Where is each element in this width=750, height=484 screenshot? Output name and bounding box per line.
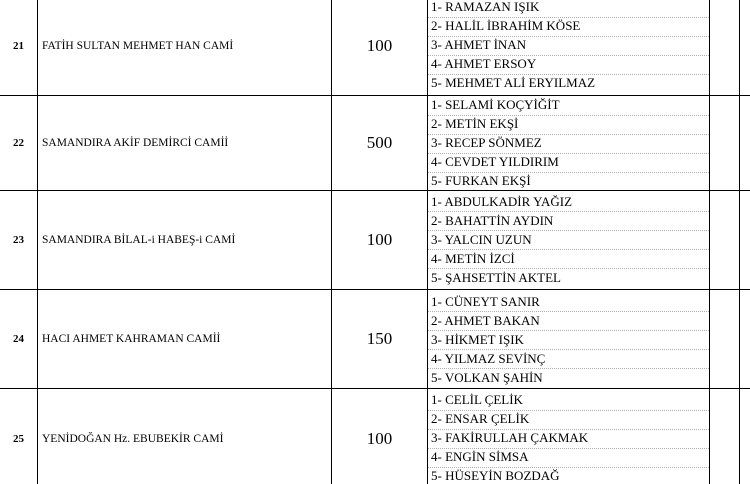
row-number: 22: [0, 96, 38, 190]
staff-list: [428, 96, 710, 190]
staff-list: [428, 0, 710, 95]
staff-name: 5- VOLKAN ŞAHİN: [431, 370, 543, 385]
row-number: 21: [0, 0, 38, 95]
row-number: 23: [0, 191, 38, 289]
staff-name: 2- ENSAR ÇELİK: [431, 411, 530, 426]
staff-list: [428, 290, 710, 388]
mosque-name: SAMANDIRA BİLAL-i HABEŞ-i CAMİ: [38, 191, 332, 289]
row-number: 24: [0, 290, 38, 388]
staff-name: 3- RECEP SÖNMEZ: [431, 135, 542, 150]
staff-name: 1- CELİL ÇELİK: [431, 392, 523, 407]
staff-name: 2- HALİL İBRAHİM KÖSE: [431, 18, 581, 33]
staff-name: 2- AHMET BAKAN: [431, 313, 540, 328]
mosque-name: FATİH SULTAN MEHMET HAN CAMİ: [38, 0, 332, 95]
empty-cell: [710, 96, 740, 190]
capacity-value: 100: [332, 0, 428, 95]
empty-cell: [740, 290, 750, 388]
staff-name: 4- CEVDET YILDIRIM: [431, 154, 559, 169]
staff-name: 5- FURKAN EKŞİ: [431, 173, 531, 188]
staff-name: 1- SELAMİ KOÇYİĞİT: [431, 97, 560, 112]
capacity-value: 100: [332, 191, 428, 289]
table-row: [0, 389, 750, 484]
staff-name: 5- MEHMET ALİ ERYILMAZ: [431, 75, 596, 90]
empty-cell: [710, 290, 740, 388]
table-row: [0, 0, 750, 96]
empty-cell: [740, 191, 750, 289]
empty-cell: [710, 389, 740, 484]
empty-cell: [740, 389, 750, 484]
staff-name: 1- RAMAZAN IŞIK: [431, 0, 540, 14]
staff-name: 4- AHMET ERSOY: [431, 56, 537, 71]
staff-name: 2- METİN EKŞİ: [431, 116, 519, 131]
capacity-value: 150: [332, 290, 428, 388]
mosque-name: YENİDOĞAN Hz. EBUBEKİR CAMİ: [38, 389, 332, 484]
capacity-value: 500: [332, 96, 428, 190]
staff-name: 5- ŞAHSETTİN AKTEL: [431, 270, 561, 285]
staff-name: 2- BAHATTİN AYDIN: [431, 213, 554, 228]
empty-cell: [740, 0, 750, 95]
table-row: [0, 96, 750, 191]
staff-list: [428, 191, 710, 289]
staff-name: 5- HÜSEYİN BOZDAĞ: [431, 468, 560, 483]
mosque-name: HACI AHMET KAHRAMAN CAMİİ: [38, 290, 332, 388]
staff-name: 1- CÜNEYT SANIR: [431, 294, 540, 309]
capacity-value: 100: [332, 389, 428, 484]
staff-name: 4- ENGİN SİMSA: [431, 449, 529, 464]
staff-name: 4- METİN İZCİ: [431, 251, 515, 266]
empty-cell: [710, 0, 740, 95]
table-row: [0, 290, 750, 389]
staff-list: [428, 389, 710, 484]
row-number: 25: [0, 389, 38, 484]
staff-name: 3- HİKMET IŞIK: [431, 332, 524, 347]
staff-name: 3- AHMET İNAN: [431, 37, 527, 52]
staff-name: 4- YILMAZ SEVİNÇ: [431, 351, 546, 366]
table-row: [0, 191, 750, 290]
staff-name: 3- YALCIN UZUN: [431, 232, 532, 247]
mosque-name: SAMANDIRA AKİF DEMİRCİ CAMİİ: [38, 96, 332, 190]
empty-cell: [740, 96, 750, 190]
staff-name: 1- ABDULKADİR YAĞIZ: [431, 194, 573, 209]
empty-cell: [710, 191, 740, 289]
staff-name: 3- FAKİRULLAH ÇAKMAK: [431, 430, 589, 445]
